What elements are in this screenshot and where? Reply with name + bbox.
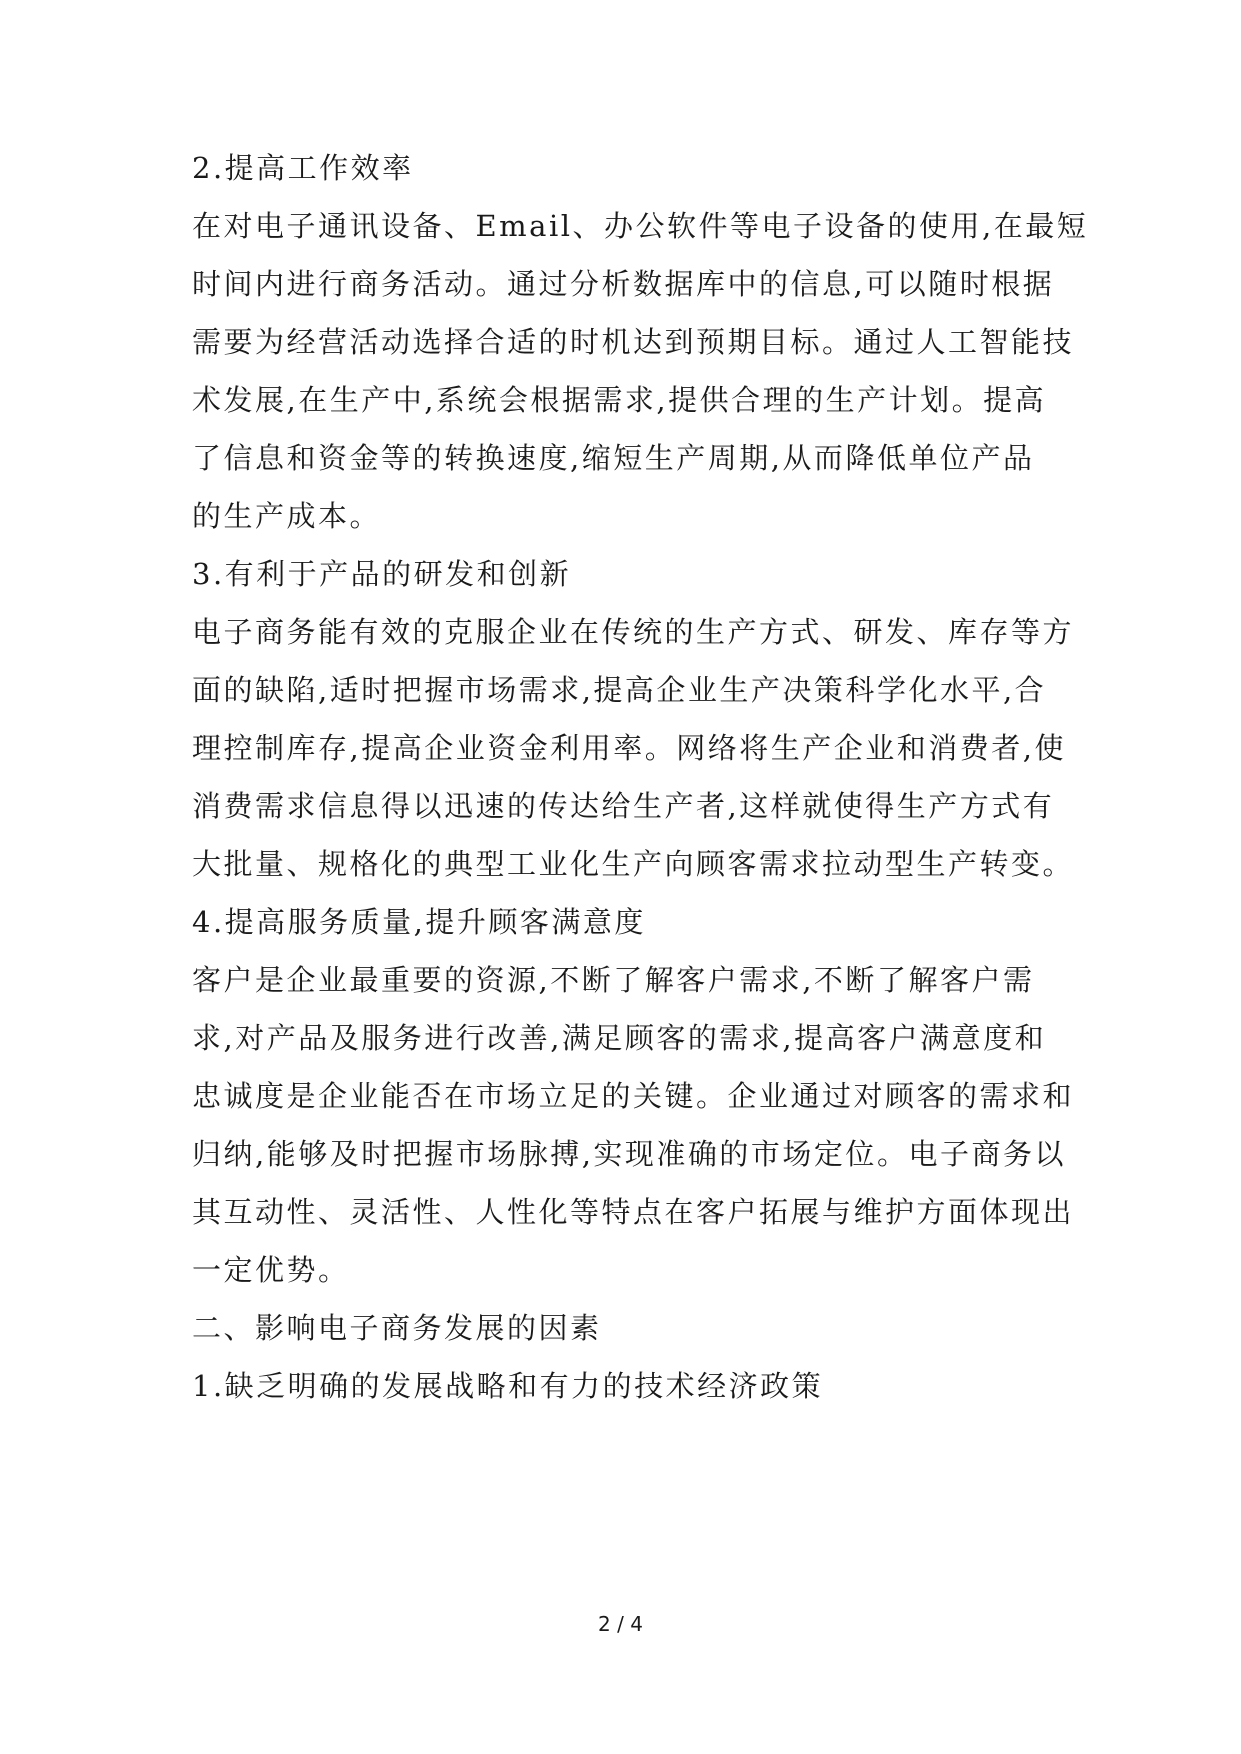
heading-service-quality: 4.提高服务质量,提升顾客满意度 [192, 905, 646, 939]
paragraph-line: 电子商务能有效的克服企业在传统的生产方式、研发、库存等方 [192, 615, 1075, 649]
paragraph-line: 其互动性、灵活性、人性化等特点在客户拓展与维护方面体现出 [192, 1195, 1075, 1229]
paragraph-line: 理控制库存,提高企业资金利用率。网络将生产企业和消费者,使 [192, 731, 1066, 765]
paragraph-line: 术发展,在生产中,系统会根据需求,提供合理的生产计划。提高 [192, 383, 1047, 417]
paragraph-line: 了信息和资金等的转换速度,缩短生产周期,从而降低单位产品 [192, 441, 1035, 475]
paragraph-line: 归纳,能够及时把握市场脉搏,实现准确的市场定位。电子商务以 [192, 1137, 1066, 1171]
paragraph-line: 时间内进行商务活动。通过分析数据库中的信息,可以随时根据 [192, 267, 1055, 301]
paragraph-line: 求,对产品及服务进行改善,满足顾客的需求,提高客户满意度和 [192, 1021, 1047, 1055]
page-number: 2 / 4 [598, 1612, 643, 1636]
paragraph-line: 忠诚度是企业能否在市场立足的关键。企业通过对顾客的需求和 [192, 1079, 1075, 1113]
paragraph-line: 在对电子通讯设备、Email、办公软件等电子设备的使用,在最短 [192, 209, 1089, 243]
paragraph-line: 一定优势。 [192, 1253, 350, 1287]
paragraph-line: 需要为经营活动选择合适的时机达到预期目标。通过人工智能技 [192, 325, 1075, 359]
paragraph-line: 客户是企业最重要的资源,不断了解客户需求,不断了解客户需 [192, 963, 1035, 997]
heading-improve-efficiency: 2.提高工作效率 [192, 151, 414, 185]
paragraph-line: 大批量、规格化的典型工业化生产向顾客需求拉动型生产转变。 [192, 847, 1075, 881]
section-heading-factors: 二、影响电子商务发展的因素 [192, 1311, 602, 1345]
paragraph-line: 消费需求信息得以迅速的传达给生产者,这样就使得生产方式有 [192, 789, 1055, 823]
paragraph-line: 面的缺陷,适时把握市场需求,提高企业生产决策科学化水平,合 [192, 673, 1047, 707]
paragraph-line: 的生产成本。 [192, 499, 382, 533]
heading-lack-of-strategy: 1.缺乏明确的发展战略和有力的技术经济政策 [192, 1369, 824, 1403]
heading-product-innovation: 3.有利于产品的研发和创新 [192, 557, 572, 591]
